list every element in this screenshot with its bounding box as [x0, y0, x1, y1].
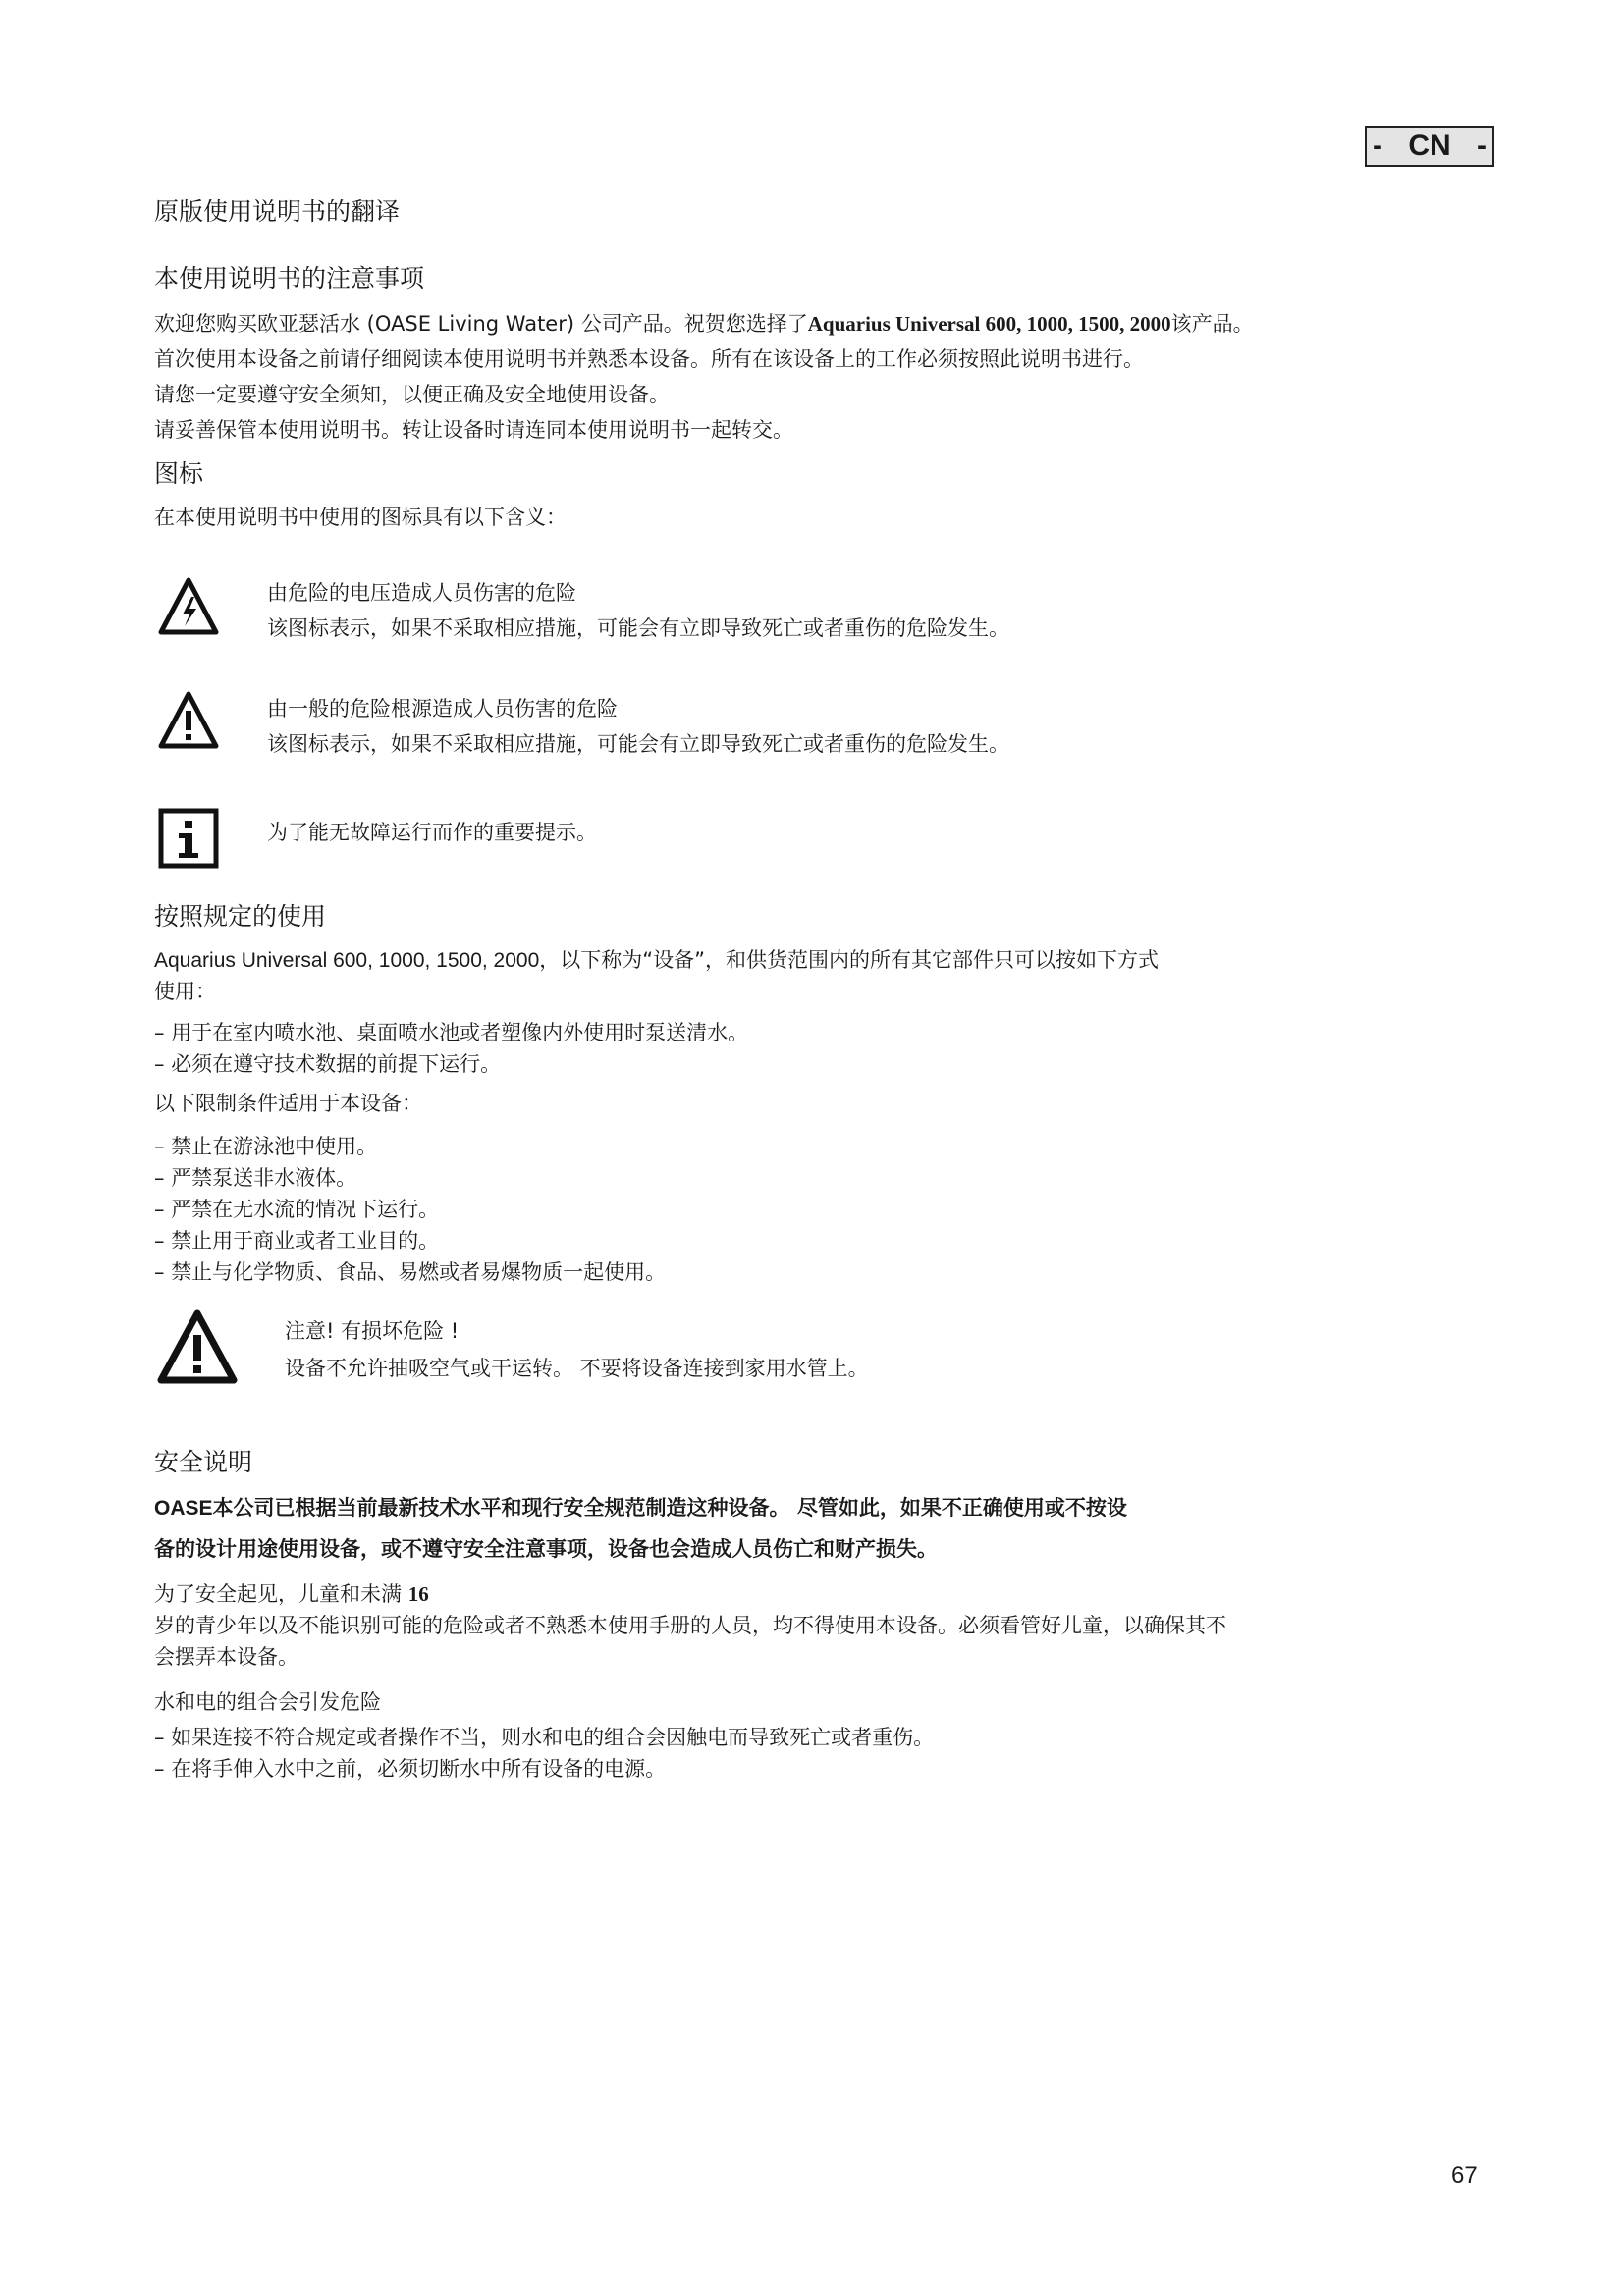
safety-sub-heading: 水和电的组合会引发危险: [154, 1690, 381, 1714]
icon-item-2-title: 由一般的危险根源造成人员伤害的危险: [267, 697, 618, 721]
caution-warning-icon: [155, 1308, 240, 1386]
notes-heading: 本使用说明书的注意事项: [154, 264, 425, 293]
safety-p2-text: 为了安全起见，儿童和未满: [154, 1582, 408, 1606]
badge-dash-right: -: [1477, 130, 1487, 162]
notes-paragraph-3: 请您一定要遵守安全须知，以便正确及安全地使用设备。: [154, 383, 670, 406]
safety-paragraph-1: [154, 1492, 1127, 1524]
restriction-1: 禁止在游泳池中使用。: [171, 1135, 378, 1158]
icons-heading: 图标: [154, 459, 204, 488]
caution-text: 设备不允许抽吸空气或干运转。 不要将设备连接到家用水管上。: [285, 1357, 869, 1380]
age-number: 16: [407, 1582, 429, 1606]
brand-name: OASE: [154, 1497, 213, 1520]
list-item: – 禁止与化学物质、食品、易燃或者易爆物质一起使用。: [154, 1260, 667, 1284]
doc-title: 原版使用说明书的翻译: [154, 197, 401, 226]
intended-use-text: ，以下称为“设备”，和供货范围内的所有其它部件只可以按如下方式: [539, 948, 1160, 972]
icon-item-1-text: 该图标表示，如果不采取相应措施，可能会有立即导致死亡或者重伤的危险发生。: [267, 616, 1009, 640]
info-icon: [157, 807, 220, 870]
electric-warning-icon: [157, 575, 220, 638]
notes-p1-text: 欢迎您购买欧亚瑟活水 (OASE Living Water) 公司产品。祝贺您选择了: [154, 312, 808, 336]
safety-paragraph-2-end: 会摆弄本设备。: [154, 1645, 298, 1669]
badge-code: CN: [1408, 130, 1451, 162]
restriction-5: 禁止与化学物质、食品、易燃或者易爆物质一起使用。: [171, 1260, 667, 1284]
icon-item-1-title: 由危险的电压造成人员伤害的危险: [267, 581, 576, 605]
list-item: – 在将手伸入水中之前，必须切断水中所有设备的电源。: [154, 1757, 667, 1781]
safety-paragraph-2: [154, 1578, 429, 1610]
list-item: – 禁止在游泳池中使用。: [154, 1135, 378, 1158]
safety-heading: 安全说明: [154, 1448, 253, 1476]
use-1: 用于在室内喷水池、桌面喷水池或者塑像内外使用时泵送清水。: [171, 1021, 749, 1044]
intended-use-product: Aquarius Universal 600, 1000, 1500, 2000: [154, 949, 540, 972]
list-item: – 用于在室内喷水池、桌面喷水池或者塑像内外使用时泵送清水。: [154, 1021, 749, 1044]
product-name: Aquarius Universal 600, 1000, 1500, 2000: [807, 312, 1171, 336]
icon-item-2-text: 该图标表示，如果不采取相应措施，可能会有立即导致死亡或者重伤的危险发生。: [267, 732, 1009, 756]
page-number: 67: [1451, 2163, 1478, 2189]
notes-paragraph-2: 首次使用本设备之前请仔细阅读本使用说明书并熟悉本设备。所有在该设备上的工作必须按照此说明书进行。: [154, 347, 1144, 371]
restrictions-intro: 以下限制条件适用于本设备：: [154, 1092, 422, 1115]
intended-use-paragraph-end: 使用：: [154, 980, 216, 1003]
restriction-2: 严禁泵送非水液体。: [171, 1166, 357, 1190]
list-item: – 严禁在无水流的情况下运行。: [154, 1198, 440, 1221]
icon-item-3-text: 为了能无故障运行而作的重要提示。: [267, 821, 597, 844]
icons-intro: 在本使用说明书中使用的图标具有以下含义：: [154, 506, 567, 529]
caution-title: 注意! 有损坏危险 !: [285, 1319, 460, 1343]
list-item: – 如果连接不符合规定或者操作不当，则水和电的组合会因触电而导致死亡或者重伤。: [154, 1726, 935, 1749]
hazard-1: 如果连接不符合规定或者操作不当，则水和电的组合会因触电而导致死亡或者重伤。: [171, 1726, 935, 1749]
badge-dash-left: -: [1373, 130, 1382, 162]
notes-paragraph-4: 请妥善保管本使用说明书。转让设备时请连同本使用说明书一起转交。: [154, 418, 793, 442]
list-item: – 禁止用于商业或者工业目的。: [154, 1229, 440, 1253]
notes-p1-end: 该产品。: [1170, 312, 1254, 336]
use-2: 必须在遵守技术数据的前提下运行。: [171, 1052, 502, 1076]
list-item: – 必须在遵守技术数据的前提下运行。: [154, 1052, 502, 1076]
safety-paragraph-1-end: 备的设计用途使用设备，或不遵守安全注意事项，设备也会造成人员伤亡和财产损失。: [154, 1537, 938, 1561]
safety-p1-text: 本公司已根据当前最新技术水平和现行安全规范制造这种设备。 尽管如此，如果不正确使用或不按设: [212, 1496, 1127, 1520]
restriction-4: 禁止用于商业或者工业目的。: [171, 1229, 440, 1253]
intended-use-heading: 按照规定的使用: [154, 902, 327, 931]
notes-paragraph-1: [154, 308, 1254, 340]
language-badge: [1365, 126, 1494, 167]
intended-use-paragraph: [154, 944, 1159, 977]
general-warning-icon: [157, 689, 220, 752]
list-item: – 严禁泵送非水液体。: [154, 1166, 357, 1190]
safety-paragraph-2-cont: 岁的青少年以及不能识别可能的危险或者不熟悉本使用手册的人员，均不得使用本设备。必须看管好儿童，以确保其不: [154, 1614, 1226, 1637]
restriction-3: 严禁在无水流的情况下运行。: [171, 1198, 440, 1221]
hazard-2: 在将手伸入水中之前，必须切断水中所有设备的电源。: [171, 1757, 667, 1781]
